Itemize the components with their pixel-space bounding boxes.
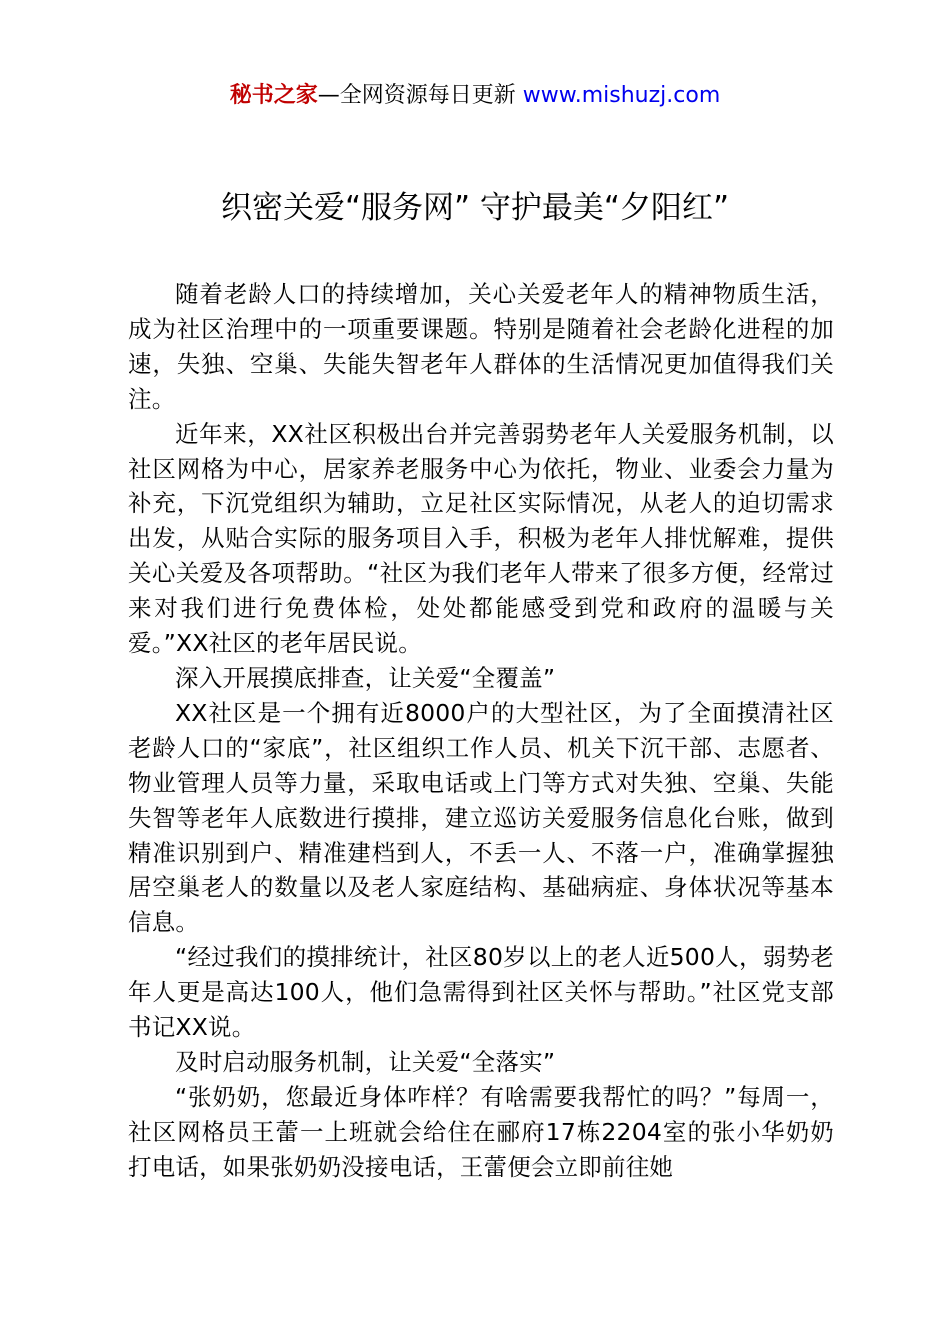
document-title: 织密关爱“服务网” 守护最美“夕阳红” [220, 190, 730, 226]
header-tagline: —全网资源每日更新 [317, 83, 523, 108]
paragraph-survey: XX社区是一个拥有近8000户的大型社区，为了全面摸清社区老龄人口的“家底”，社区组织工作人员、机关下沉干部、志愿者、物业管理人员等力量，采取电话或上门等方式对失独、空巢、失能失智等老年人底数进行摸排，建立巡访关爱服务信息化台账，做到精准识别到户、精准建档到人，不丢一人、不落一户，准确掌握独居空巢老人的数量以及老人家庭结构、基础病症、身体状况等基本信息。 [128, 698, 834, 937]
site-header [0, 80, 950, 112]
paragraph-intro: 随着老龄人口的持续增加，关心关爱老年人的精神物质生活，成为社区治理中的一项重要课题。特别是随着社会老龄化进程的加速，失独、空巢、失能失智老年人群体的生活情况更加值得我们关注。 [128, 280, 834, 413]
brand-name: 秘书之家 [229, 83, 318, 108]
paragraph-quote-secretary: “经过我们的摸排统计，社区80岁以上的老人近500人，弱势老年人更是高达100人，他们急需得到社区关怀与帮助。”社区党支部书记XX说。 [128, 943, 834, 1042]
section-heading-mechanism: 及时启动服务机制，让关爱“全落实” [175, 1047, 556, 1076]
paragraph-grid-worker: “张奶奶，您最近身体咋样？有啥需要我帮忙的吗？”每周一，社区网格员王蕾一上班就会给住在郦府17栋2204室的张小华奶奶打电话，如果张奶奶没接电话，王蕾便会立即前往她 [128, 1082, 834, 1181]
section-heading-survey: 深入开展摸底排查，让关爱“全覆盖” [175, 663, 556, 692]
paragraph-recent-years: 近年来，XX社区积极出台并完善弱势老年人关爱服务机制，以社区网格为中心，居家养老服务中心为依托，物业、业委会力量为补充，下沉党组织为辅助，立足社区实际情况，从老人的迫切需求出发，从贴合实际的服务项目入手，积极为老年人排忧解难，提供关心关爱及各项帮助。“社区为我们老年人带来了很多方便，经常过来对我们进行免费体检，处处都能感受到党和政府的温暖与关爱。”XX社区的老年居民说。 [128, 419, 834, 658]
document-body [128, 277, 834, 1185]
site-url-link[interactable]: www.mishuzj.com [522, 83, 721, 108]
